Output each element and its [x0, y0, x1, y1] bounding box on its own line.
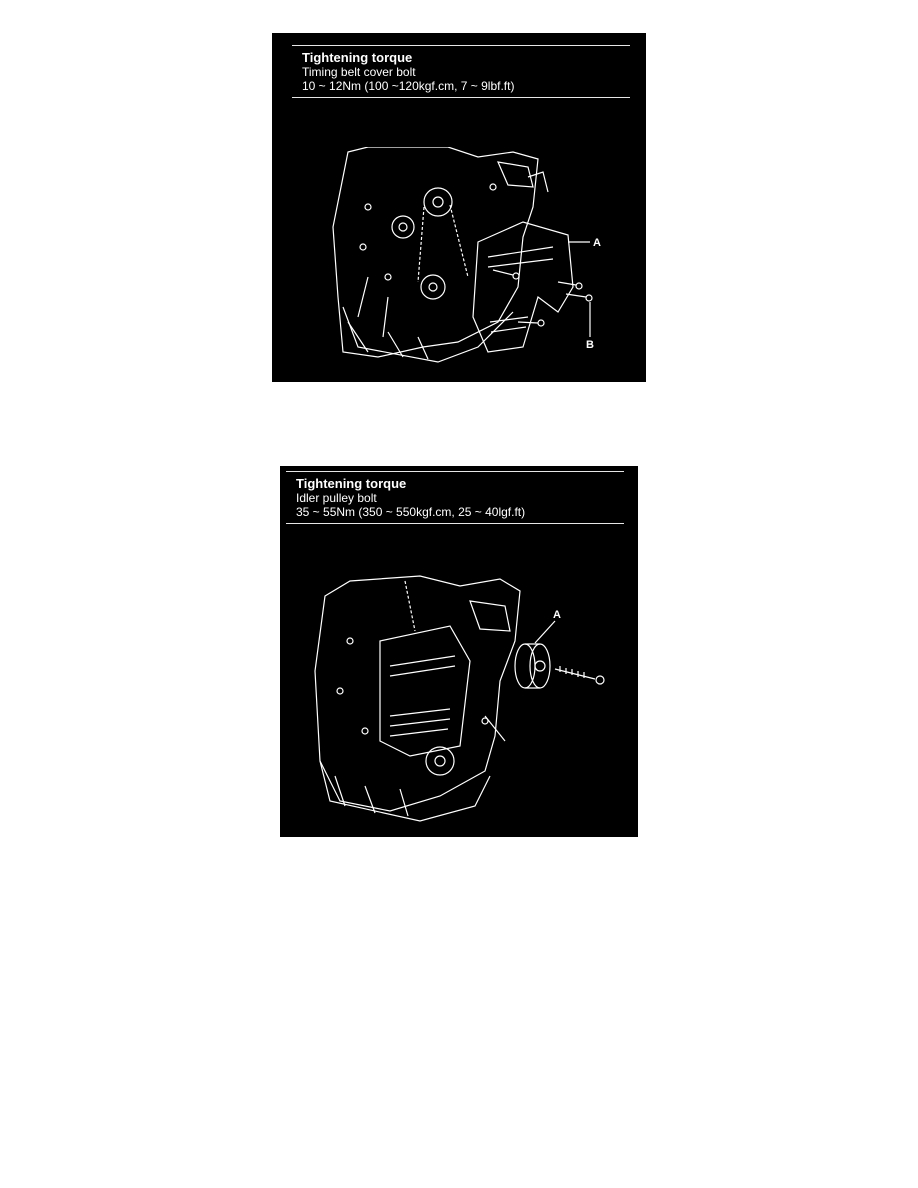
- oil-pan: [320, 761, 490, 821]
- figure-idler-pulley: [280, 466, 638, 837]
- engine-block-outline: [315, 576, 520, 811]
- spec-value: 35 ~ 55Nm (350 ~ 550kgf.cm, 25 ~ 40lgf.ft): [296, 505, 526, 519]
- torque-spec-box: [292, 45, 630, 98]
- crankshaft-pulley: [426, 747, 454, 775]
- crankshaft-pulley: [421, 275, 445, 299]
- callout-a: A: [553, 609, 561, 621]
- spec-title: Tightening torque: [296, 476, 407, 491]
- camshaft-pulley: [424, 188, 452, 216]
- callout-b: B: [586, 339, 594, 351]
- idler-pulley-bolt: [555, 666, 604, 684]
- figure-timing-belt-cover: [272, 33, 646, 382]
- callout-a: A: [593, 237, 601, 249]
- spec-title: Tightening torque: [302, 50, 413, 65]
- engine-block-outline: [333, 147, 538, 357]
- timing-belt: [418, 205, 468, 282]
- engine-illustration: [328, 147, 638, 377]
- spec-value: 10 ~ 12Nm (100 ~120kgf.cm, 7 ~ 9lbf.ft): [302, 79, 515, 93]
- timing-belt: [405, 581, 415, 631]
- timing-belt-cover: [380, 626, 470, 756]
- oil-pan: [343, 307, 513, 362]
- engine-illustration: [310, 571, 630, 833]
- idler-pulley: [515, 644, 550, 688]
- torque-spec-box: [286, 471, 624, 524]
- spec-item: Timing belt cover bolt: [302, 65, 416, 79]
- tensioner-pulley: [392, 216, 414, 238]
- spec-item: Idler pulley bolt: [296, 491, 377, 505]
- leader-line-a: [535, 621, 555, 643]
